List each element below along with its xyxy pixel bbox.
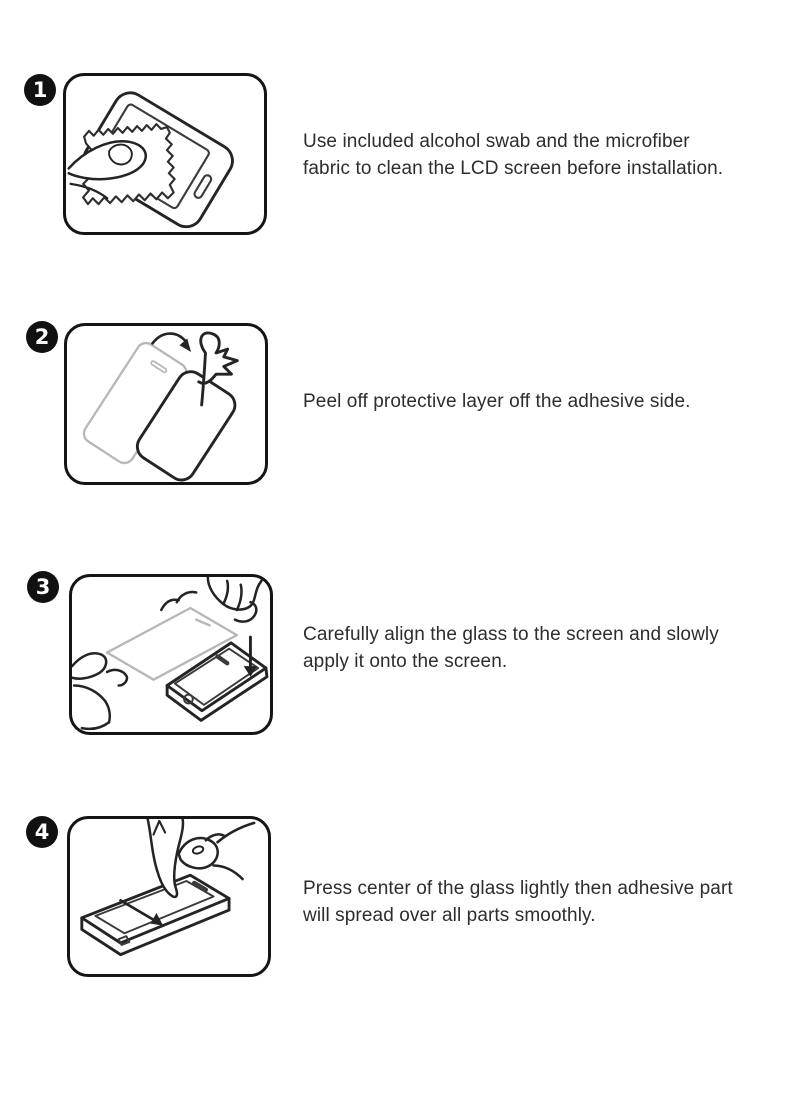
step-4-illustration-panel — [67, 816, 271, 977]
instruction-line: will spread over all parts smoothly. — [303, 904, 596, 926]
step-3-instruction — [303, 622, 783, 675]
step-2-illustration-panel — [64, 323, 268, 485]
step-4-instruction — [303, 876, 783, 929]
peel-layer-illustration — [67, 326, 265, 482]
step-1-instruction — [303, 129, 783, 182]
left-hand-drawing — [72, 653, 127, 729]
step-3-number-badge: 3 — [27, 571, 59, 603]
instruction-line: Peel off protective layer off the adhesive side. — [303, 391, 691, 412]
clean-screen-illustration — [66, 76, 264, 232]
step-2-number-badge: 2 — [26, 321, 58, 353]
instruction-line: apply it onto the screen. — [303, 650, 508, 672]
step-3-illustration-panel — [69, 574, 273, 735]
instruction-line: fabric to clean the LCD screen before installation. — [303, 157, 724, 179]
align-glass-illustration — [72, 577, 270, 732]
instruction-line: Use included alcohol swab and the microfiber — [303, 131, 690, 152]
instruction-line: Carefully align the glass to the screen and slowly — [303, 624, 719, 645]
instruction-line: Press center of the glass lightly then adhesive part — [303, 878, 733, 899]
step-1-illustration-panel — [63, 73, 267, 235]
phone-drawing — [167, 643, 267, 721]
press-glass-illustration — [70, 819, 268, 974]
adhesive-film-drawing — [132, 367, 240, 482]
step-2-instruction — [303, 389, 783, 416]
step-1-number-badge: 1 — [24, 74, 56, 106]
step-4-number-badge: 4 — [26, 816, 58, 848]
